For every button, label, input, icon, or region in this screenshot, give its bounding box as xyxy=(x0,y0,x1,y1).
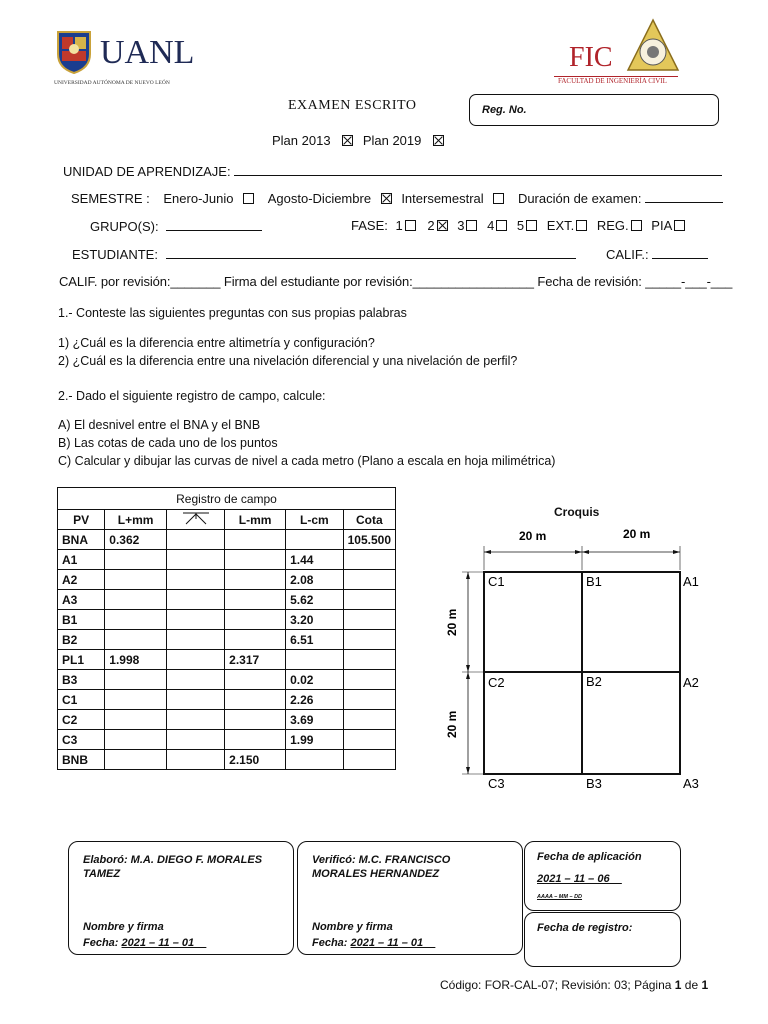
table-cell xyxy=(343,710,395,730)
table-cell xyxy=(225,590,286,610)
plan-2019-label: Plan 2019 xyxy=(362,133,422,148)
point-b1: B1 xyxy=(586,574,602,589)
elaboro-fecha-value: 2021 – 11 – 01__ xyxy=(121,937,207,949)
ext-label: EXT. xyxy=(546,218,575,233)
reg-checkbox[interactable] xyxy=(631,220,642,231)
revision-row: CALIF. por revisión:_______ Firma del estudiante por revisión:_________________ Fecha de revisión: _____-___-___ xyxy=(59,274,733,289)
elaboro-nombre-firma: Nombre y firma xyxy=(83,921,164,933)
table-cell xyxy=(166,610,224,630)
table-cell xyxy=(343,550,395,570)
estudiante-label: ESTUDIANTE: xyxy=(72,247,158,262)
unidad-label: UNIDAD DE APRENDIZAJE: xyxy=(63,164,231,179)
dim-arrow-left-mid-d xyxy=(466,672,470,679)
fase-row xyxy=(351,218,687,233)
table-title: Registro de campo xyxy=(58,488,396,510)
table-cell: 0.362 xyxy=(105,530,167,550)
table-row xyxy=(58,610,396,630)
semestre-row xyxy=(71,190,711,206)
fase-2-checkbox[interactable] xyxy=(437,220,448,231)
page-total: 1 xyxy=(701,978,709,992)
unidad-field[interactable] xyxy=(234,163,722,176)
document-code-prefix: Código: FOR-CAL-07; Revisión: 03; Página xyxy=(440,978,675,992)
table-cell: 5.62 xyxy=(286,590,344,610)
semestre-label: SEMESTRE : xyxy=(71,191,150,206)
field-register-table xyxy=(57,487,396,770)
table-cell: C1 xyxy=(58,690,105,710)
point-c1: C1 xyxy=(488,574,505,589)
table-cell xyxy=(105,570,167,590)
duracion-field[interactable] xyxy=(645,190,723,203)
table-row xyxy=(58,670,396,690)
pia-label: PIA xyxy=(651,218,673,233)
table-cell xyxy=(105,710,167,730)
table-row xyxy=(58,530,396,550)
fic-wordmark: FIC xyxy=(569,42,613,73)
duracion-label: Duración de examen: xyxy=(517,191,642,206)
fic-emblem-icon xyxy=(626,18,680,74)
exam-title: EXAMEN ESCRITO xyxy=(288,98,417,113)
table-cell xyxy=(343,670,395,690)
fecha-aplicacion-value: 2021 – 11 – 06__ xyxy=(537,873,622,885)
q1-intro: 1.- Conteste las siguientes preguntas con sus propias palabras xyxy=(58,306,407,320)
table-cell xyxy=(225,730,286,750)
dim-arrow-top-mid-l xyxy=(575,550,582,554)
table-cell: B1 xyxy=(58,610,105,630)
table-cell: 1.99 xyxy=(286,730,344,750)
verifico-fecha-value: 2021 – 11 – 01__ xyxy=(350,937,436,949)
table-row xyxy=(58,730,396,750)
uanl-wordmark: UANL xyxy=(100,34,195,71)
fase-5-checkbox[interactable] xyxy=(526,220,537,231)
point-c3: C3 xyxy=(488,776,505,791)
table-row xyxy=(58,630,396,650)
table-cell: 0.02 xyxy=(286,670,344,690)
table-cell xyxy=(343,610,395,630)
table-cell xyxy=(343,650,395,670)
plan-row xyxy=(272,133,446,148)
fase-1-checkbox[interactable] xyxy=(405,220,416,231)
point-b3: B3 xyxy=(586,776,602,791)
fic-subtitle: FACULTAD DE INGENIERÍA CIVIL xyxy=(558,77,667,85)
table-cell: B3 xyxy=(58,670,105,690)
uanl-seal-icon xyxy=(54,28,94,74)
table-cell: C3 xyxy=(58,730,105,750)
q1-item-1: 1) ¿Cuál es la diferencia entre altimetría y configuración? xyxy=(58,336,375,350)
table-cell: 2.150 xyxy=(225,750,286,770)
q2-item-b: B) Las cotas de cada uno de los puntos xyxy=(58,436,278,450)
fecha-aplicacion-label: Fecha de aplicación xyxy=(537,851,642,863)
intersemestral-checkbox[interactable] xyxy=(493,193,504,204)
table-cell xyxy=(225,710,286,730)
verifico-fecha xyxy=(312,937,435,949)
q2-intro: 2.- Dado el siguiente registro de campo, calcule: xyxy=(58,389,326,403)
table-cell xyxy=(286,530,344,550)
verifico-card xyxy=(297,841,523,955)
table-cell xyxy=(166,690,224,710)
dim-arrow-left-top xyxy=(466,572,470,579)
fase-5-label: 5 xyxy=(516,218,525,233)
table-cell: A1 xyxy=(58,550,105,570)
table-cell: 3.69 xyxy=(286,710,344,730)
table-cell xyxy=(225,610,286,630)
col-cota: Cota xyxy=(343,510,395,530)
fase-3-label: 3 xyxy=(457,218,465,233)
table-row xyxy=(58,550,396,570)
table-cell xyxy=(105,630,167,650)
table-cell: A3 xyxy=(58,590,105,610)
table-cell xyxy=(286,650,344,670)
table-cell xyxy=(343,750,395,770)
reg-no-box[interactable] xyxy=(469,94,719,126)
table-cell: 6.51 xyxy=(286,630,344,650)
calif-label: CALIF.: xyxy=(606,247,649,262)
table-cell xyxy=(166,730,224,750)
plan-2013-checkbox[interactable] xyxy=(342,135,353,146)
table-cell xyxy=(105,690,167,710)
enero-label: Enero-Junio xyxy=(163,191,234,206)
fase-2-label: 2 xyxy=(427,218,435,233)
q2-item-c: C) Calcular y dibujar las curvas de nivel a cada metro (Plano a escala en hoja milimétrica) xyxy=(58,454,556,468)
table-cell xyxy=(225,530,286,550)
reg-label: REG. xyxy=(596,218,629,233)
table-cell xyxy=(166,670,224,690)
fase-3-checkbox[interactable] xyxy=(466,220,477,231)
table-cell: A2 xyxy=(58,570,105,590)
table-cell xyxy=(166,550,224,570)
table-cell: 2.317 xyxy=(225,650,286,670)
col-pv: PV xyxy=(58,510,105,530)
table-cell xyxy=(343,590,395,610)
grupos-row xyxy=(90,218,262,234)
grupos-label: GRUPO(S): xyxy=(90,219,159,234)
q1-item-2: 2) ¿Cuál es la diferencia entre una nivelación diferencial y una nivelación de perfil? xyxy=(58,354,518,368)
table-cell: 2.08 xyxy=(286,570,344,590)
table-cell xyxy=(105,750,167,770)
ext-checkbox[interactable] xyxy=(576,220,587,231)
table-cell xyxy=(166,530,224,550)
point-a2: A2 xyxy=(683,675,699,690)
table-cell xyxy=(225,630,286,650)
table-cell: 105.500 xyxy=(343,530,395,550)
table-row xyxy=(58,650,396,670)
verifico-nombre-firma: Nombre y firma xyxy=(312,921,393,933)
point-c2: C2 xyxy=(488,675,505,690)
pia-checkbox[interactable] xyxy=(674,220,685,231)
table-cell xyxy=(225,690,286,710)
point-b2: B2 xyxy=(586,674,602,689)
table-row xyxy=(58,710,396,730)
table-cell: 1.44 xyxy=(286,550,344,570)
dim-label-left-top: 20 m xyxy=(445,608,459,636)
page-number: 1 xyxy=(674,978,682,992)
col-instrument xyxy=(166,510,224,530)
col-lminus-mm: L-mm xyxy=(225,510,286,530)
table-cell xyxy=(105,550,167,570)
table-cell xyxy=(105,730,167,750)
table-cell xyxy=(105,670,167,690)
dim-arrow-left-bottom xyxy=(466,767,470,774)
dim-label-left-bottom: 20 m xyxy=(445,710,459,738)
table-cell xyxy=(166,590,224,610)
fecha-registro-card xyxy=(524,912,681,967)
dim-arrow-top-mid-r xyxy=(582,550,589,554)
agosto-checkbox[interactable] xyxy=(381,193,392,204)
dim-label-top-left: 20 m xyxy=(519,529,547,543)
dim-label-top-right: 20 m xyxy=(623,527,651,541)
elaboro-fecha-label: Fecha: xyxy=(83,937,119,949)
table-cell: B2 xyxy=(58,630,105,650)
elaboro-card xyxy=(68,841,294,955)
point-a1: A1 xyxy=(683,574,699,589)
verifico-fecha-label: Fecha: xyxy=(312,937,348,949)
table-cell xyxy=(105,590,167,610)
table-cell xyxy=(166,710,224,730)
table-cell xyxy=(343,630,395,650)
dim-arrow-left-mid-u xyxy=(466,665,470,672)
calif-row xyxy=(606,246,708,262)
table-cell xyxy=(105,610,167,630)
estudiante-row xyxy=(72,246,576,262)
table-cell xyxy=(166,570,224,590)
grupos-field[interactable] xyxy=(166,218,262,231)
date-format-hint: AAAA – MM – DD xyxy=(537,894,583,900)
sketch-title: Croquis xyxy=(554,505,600,519)
table-cell xyxy=(225,670,286,690)
table-row xyxy=(58,570,396,590)
table-cell: BNB xyxy=(58,750,105,770)
document-code xyxy=(440,978,708,992)
table-cell xyxy=(166,630,224,650)
dim-arrow-top-left xyxy=(484,550,491,554)
col-lplus: L+mm xyxy=(105,510,167,530)
fecha-aplicacion-card xyxy=(524,841,681,911)
level-instrument-icon xyxy=(181,511,211,525)
table-cell xyxy=(225,550,286,570)
table-cell: C2 xyxy=(58,710,105,730)
table-cell xyxy=(286,750,344,770)
col-lminus-cm: L-cm xyxy=(286,510,344,530)
table-cell: 2.26 xyxy=(286,690,344,710)
table-cell xyxy=(225,570,286,590)
table-cell: 1.998 xyxy=(105,650,167,670)
table-cell xyxy=(166,650,224,670)
fecha-registro-label: Fecha de registro: xyxy=(537,922,633,934)
fase-1-label: 1 xyxy=(395,218,403,233)
fase-4-checkbox[interactable] xyxy=(496,220,507,231)
enero-checkbox[interactable] xyxy=(243,193,254,204)
elaboro-text: Elaboró: M.A. DIEGO F. MORALES TAMEZ xyxy=(83,854,263,880)
uanl-logo xyxy=(54,28,195,92)
estudiante-field[interactable] xyxy=(166,246,576,259)
calif-field[interactable] xyxy=(652,246,708,259)
table-cell: 3.20 xyxy=(286,610,344,630)
uanl-subtitle: UNIVERSIDAD AUTÓNOMA DE NUEVO LEÓN xyxy=(54,80,170,86)
table-cell: PL1 xyxy=(58,650,105,670)
intersemestral-label: Intersemestral xyxy=(401,191,484,206)
plan-2019-checkbox[interactable] xyxy=(433,135,444,146)
table-cell xyxy=(343,690,395,710)
fase-label: FASE: xyxy=(351,218,388,233)
table-cell xyxy=(343,730,395,750)
unidad-row xyxy=(63,163,715,179)
agosto-label: Agosto-Diciembre xyxy=(267,191,372,206)
table-row xyxy=(58,590,396,610)
point-a3: A3 xyxy=(683,776,699,791)
fic-logo xyxy=(552,18,682,84)
plan-2013-label: Plan 2013 xyxy=(272,133,331,148)
table-cell xyxy=(343,570,395,590)
fase-4-label: 4 xyxy=(487,218,495,233)
page-of: de xyxy=(681,978,702,992)
dim-arrow-top-right xyxy=(673,550,680,554)
elaboro-fecha xyxy=(83,937,206,949)
table-cell xyxy=(166,750,224,770)
table-header-row xyxy=(58,510,396,530)
table-row xyxy=(58,750,396,770)
reg-no-label: Reg. No. xyxy=(482,104,527,116)
q2-item-a: A) El desnivel entre el BNA y el BNB xyxy=(58,418,261,432)
table-cell: BNA xyxy=(58,530,105,550)
table-row xyxy=(58,690,396,710)
verifico-text: Verificó: M.C. FRANCISCO MORALES HERNANDEZ xyxy=(312,854,451,880)
sketch-diagram xyxy=(436,524,716,794)
